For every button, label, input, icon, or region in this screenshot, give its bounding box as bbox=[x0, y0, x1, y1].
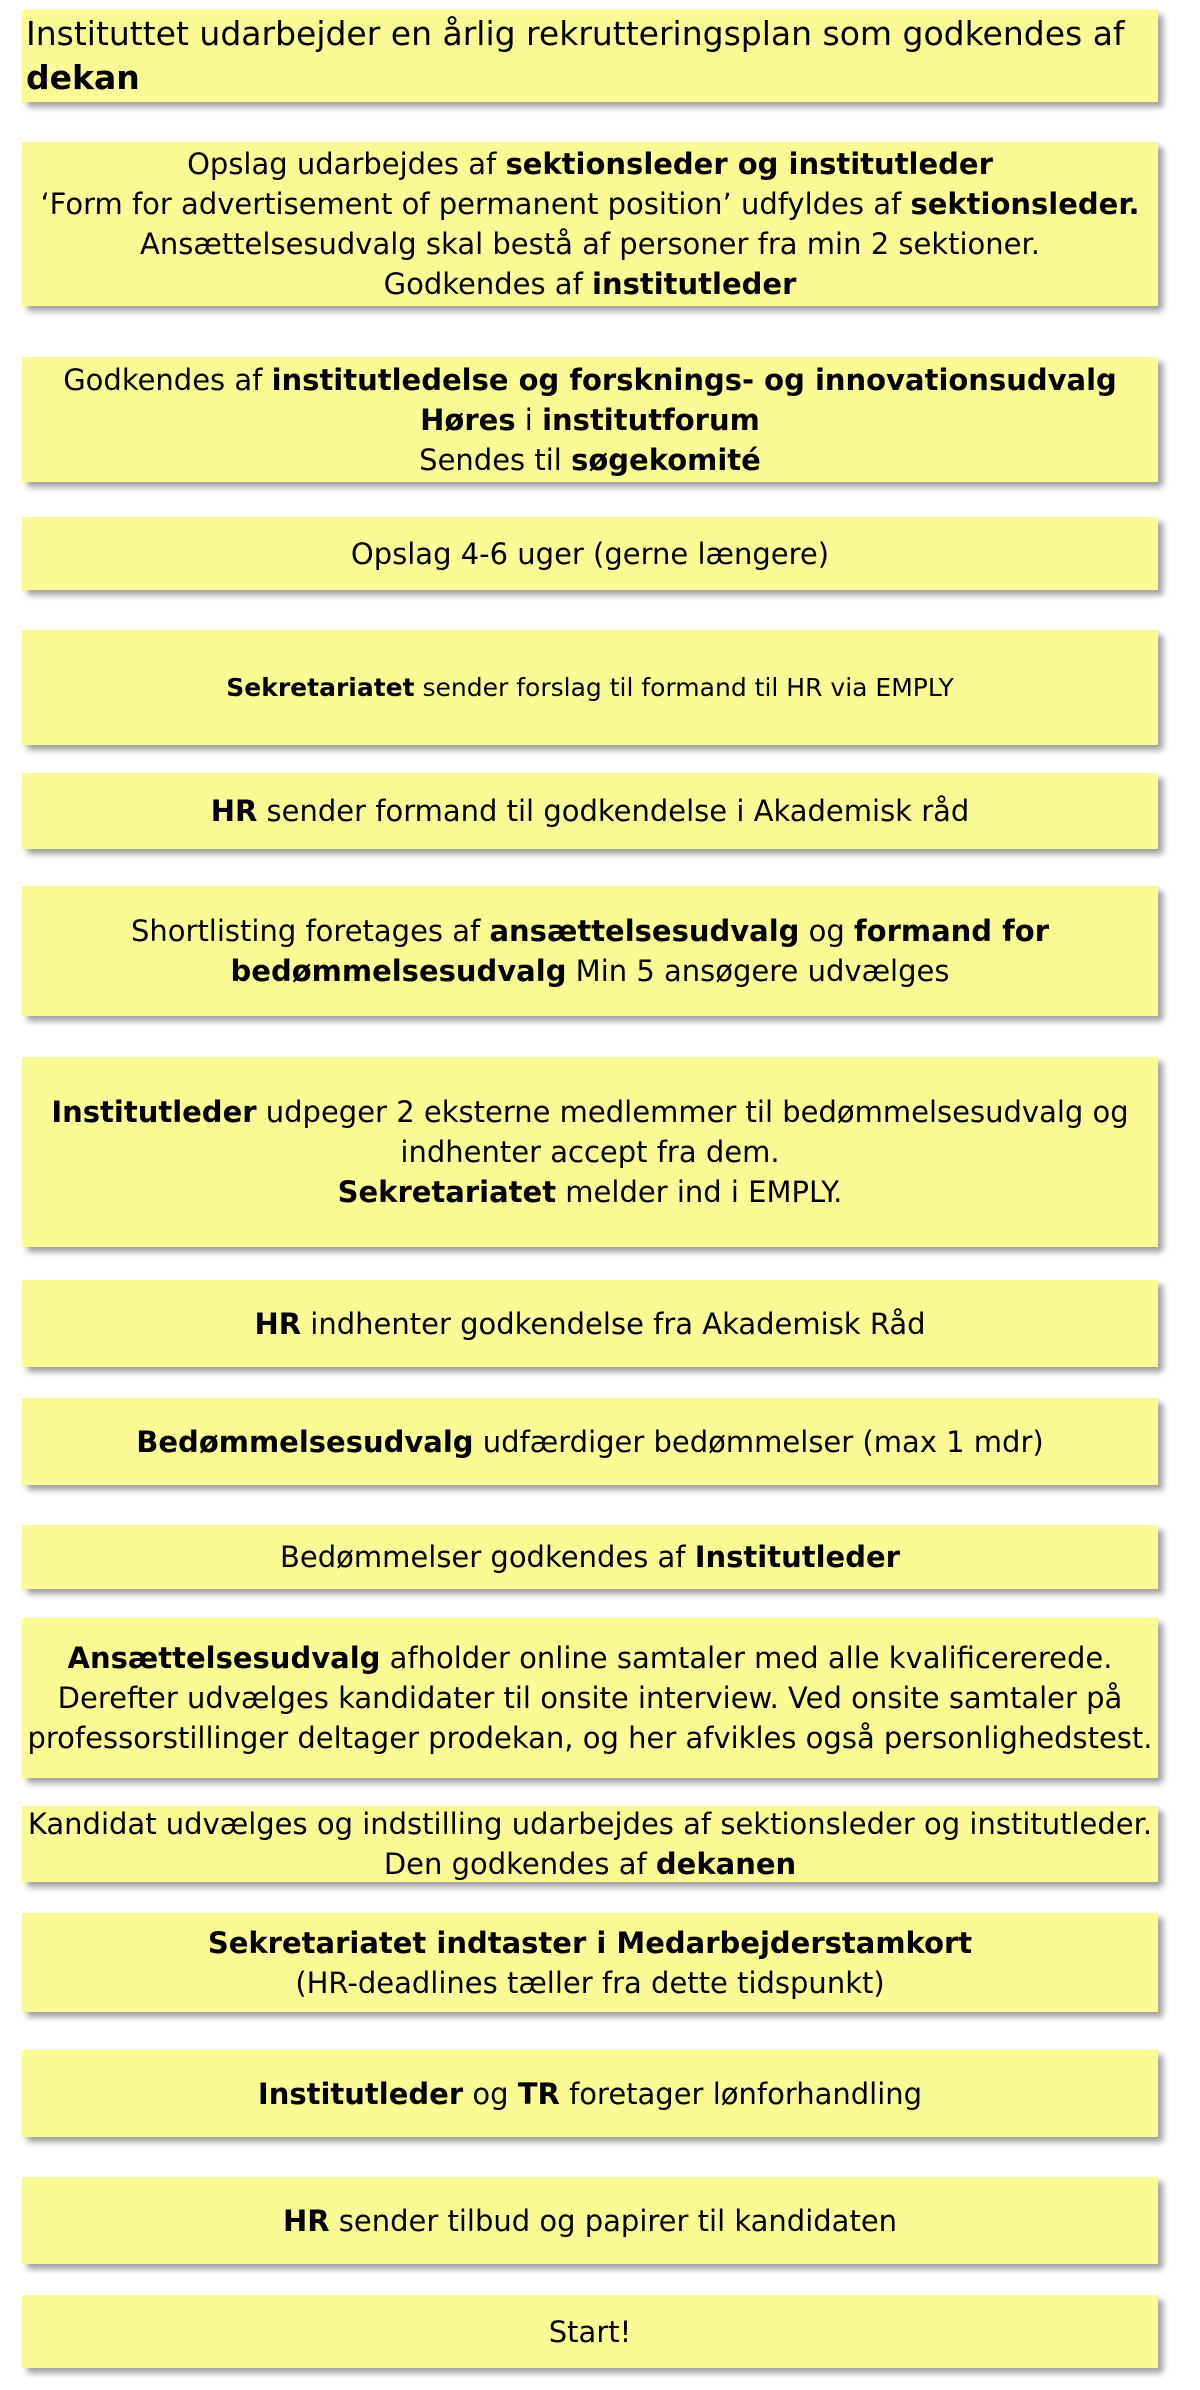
step-text-line bbox=[187, 144, 993, 184]
bold-text-segment: TR bbox=[517, 2076, 560, 2111]
step-7-shortlisting bbox=[22, 886, 1158, 1016]
text-segment: melder ind i EMPLY. bbox=[556, 1175, 843, 1209]
text-segment: Bedømmelser godkendes af bbox=[280, 1540, 695, 1574]
text-segment: (HR-deadlines tæller fra dette tidspunkt) bbox=[295, 1965, 885, 2000]
text-segment: afholder online samtaler med alle kvalificererede. bbox=[380, 1641, 1113, 1675]
bold-text-segment: institutleder bbox=[592, 267, 797, 301]
step-text-line bbox=[208, 1923, 972, 1963]
step-text-line bbox=[384, 264, 797, 304]
text-segment: Opslag 4-6 uger (gerne længere) bbox=[350, 536, 830, 571]
step-3-approval-and-hearing bbox=[22, 357, 1158, 482]
text-segment: Start! bbox=[548, 2314, 632, 2349]
step-text-line bbox=[351, 534, 829, 574]
step-6-chair-approval bbox=[22, 773, 1158, 849]
step-4-advertisement-period bbox=[22, 517, 1158, 590]
step-text-line bbox=[283, 2201, 897, 2241]
step-text-line bbox=[295, 1963, 884, 2003]
step-2-advertisement-draft bbox=[22, 142, 1158, 306]
text-segment: ‘Form for advertisement of permanent position’ udfyldes af bbox=[40, 187, 911, 221]
bold-text-segment: dekanen bbox=[655, 1847, 797, 1881]
step-text-line bbox=[400, 1132, 779, 1172]
text-segment: udfærdiger bedømmelser (max 1 mdr) bbox=[473, 1424, 1044, 1459]
text-segment: Godkendes af bbox=[383, 267, 593, 301]
step-8-external-members bbox=[22, 1057, 1158, 1247]
bold-text-segment: søgekomité bbox=[571, 442, 761, 477]
step-text-line bbox=[254, 1304, 925, 1344]
bold-text-segment: HR bbox=[210, 794, 258, 828]
bold-text-segment: Bedømmelsesudvalg bbox=[136, 1424, 474, 1459]
text-segment: Instituttet udarbejder en årlig rekrutteringsplan som godkendes af bbox=[26, 14, 1125, 53]
bold-text-segment: HR bbox=[282, 2203, 330, 2238]
step-1-recruitment-plan bbox=[22, 10, 1158, 102]
bold-text-segment: formand for bbox=[854, 914, 1050, 948]
step-text-line bbox=[280, 1537, 900, 1577]
text-segment: Godkendes af bbox=[63, 362, 272, 397]
bold-text-segment: institutforum bbox=[542, 402, 760, 437]
step-14-employee-record bbox=[22, 1913, 1158, 2012]
text-segment: indhenter godkendelse fra Akademisk Råd bbox=[301, 1306, 926, 1341]
step-text-line bbox=[26, 12, 1125, 56]
bold-text-segment: Ansættelsesudvalg bbox=[67, 1641, 381, 1675]
bold-text-segment: sektionsleder og institutleder bbox=[505, 147, 993, 181]
step-text-line bbox=[26, 56, 140, 100]
text-segment: professorstillinger deltager prodekan, og her afvikles også personlighedstest. bbox=[27, 1721, 1153, 1755]
text-segment: Min 5 ansøgere udvælges bbox=[566, 954, 950, 988]
bold-text-segment: Høres bbox=[420, 402, 516, 437]
step-10-assessments bbox=[22, 1398, 1158, 1485]
text-segment: Shortlisting foretages af bbox=[130, 914, 490, 948]
step-text-line bbox=[51, 1092, 1128, 1132]
step-text-line bbox=[68, 1638, 1113, 1678]
text-segment: foretager lønforhandling bbox=[559, 2076, 923, 2111]
step-13-candidate-selection bbox=[22, 1806, 1158, 1882]
step-text-line bbox=[136, 1422, 1043, 1462]
text-segment: Sendes til bbox=[419, 442, 572, 477]
text-segment: og bbox=[799, 914, 855, 948]
text-segment: i bbox=[515, 402, 543, 437]
step-text-line bbox=[211, 791, 970, 831]
bold-text-segment: Sekretariatet bbox=[226, 672, 415, 702]
text-segment: sender tilbud og papirer til kandidaten bbox=[329, 2203, 898, 2238]
step-9-academic-council-approval bbox=[22, 1280, 1158, 1367]
bold-text-segment: Institutleder bbox=[694, 1540, 900, 1574]
step-text-line bbox=[384, 1844, 796, 1884]
text-segment: Ansættelsesudvalg skal bestå af personer fra min 2 sektioner. bbox=[140, 227, 1040, 261]
text-segment: sender formand til godkendelse i Akademisk råd bbox=[257, 794, 970, 828]
step-text-line bbox=[420, 400, 760, 440]
bold-text-segment: dekan bbox=[26, 58, 140, 97]
step-text-line bbox=[131, 911, 1049, 951]
step-16-offer bbox=[22, 2177, 1158, 2264]
step-text-line bbox=[40, 184, 1139, 224]
bold-text-segment: sektionsleder. bbox=[910, 187, 1140, 221]
text-segment: Den godkendes af bbox=[383, 1847, 656, 1881]
step-text-line bbox=[258, 2074, 922, 2114]
text-segment: indhenter accept fra dem. bbox=[400, 1135, 780, 1169]
step-text-line bbox=[549, 2312, 631, 2352]
step-15-salary-negotiation bbox=[22, 2050, 1158, 2137]
text-segment: sender forslag til formand til HR via EMPLY bbox=[414, 672, 954, 702]
step-text-line bbox=[27, 1718, 1152, 1758]
text-segment: Opslag udarbejdes af bbox=[187, 147, 506, 181]
step-text-line bbox=[140, 224, 1040, 264]
text-segment: udpeger 2 eksterne medlemmer til bedømmelsesudvalg og bbox=[256, 1095, 1129, 1129]
step-text-line bbox=[28, 1804, 1152, 1844]
bold-text-segment: HR bbox=[254, 1306, 302, 1341]
step-text-line bbox=[58, 1678, 1123, 1718]
step-17-start bbox=[22, 2295, 1158, 2368]
bold-text-segment: ansættelsesudvalg bbox=[489, 914, 800, 948]
text-segment: og bbox=[463, 2076, 518, 2111]
text-segment: Derefter udvælges kandidater til onsite interview. Ved onsite samtaler på bbox=[57, 1681, 1123, 1715]
bold-text-segment: Sekretariatet indtaster i Medarbejderstamkort bbox=[207, 1925, 973, 1960]
bold-text-segment: Institutleder bbox=[51, 1095, 257, 1129]
bold-text-segment: bedømmelsesudvalg bbox=[230, 954, 567, 988]
bold-text-segment: institutledelse og forsknings- og innovationsudvalg bbox=[271, 362, 1117, 397]
text-segment: Kandidat udvælges og indstilling udarbejdes af sektionsleder og institutleder. bbox=[27, 1807, 1153, 1841]
bold-text-segment: Sekretariatet bbox=[337, 1175, 557, 1209]
bold-text-segment: Institutleder bbox=[257, 2076, 464, 2111]
step-text-line bbox=[231, 951, 950, 991]
step-text-line bbox=[226, 668, 953, 708]
step-text-line bbox=[63, 360, 1117, 400]
step-5-chair-proposal bbox=[22, 630, 1158, 745]
step-12-interviews bbox=[22, 1618, 1158, 1778]
step-text-line bbox=[419, 440, 761, 480]
step-text-line bbox=[338, 1172, 843, 1212]
step-11-assessment-approval bbox=[22, 1525, 1158, 1589]
